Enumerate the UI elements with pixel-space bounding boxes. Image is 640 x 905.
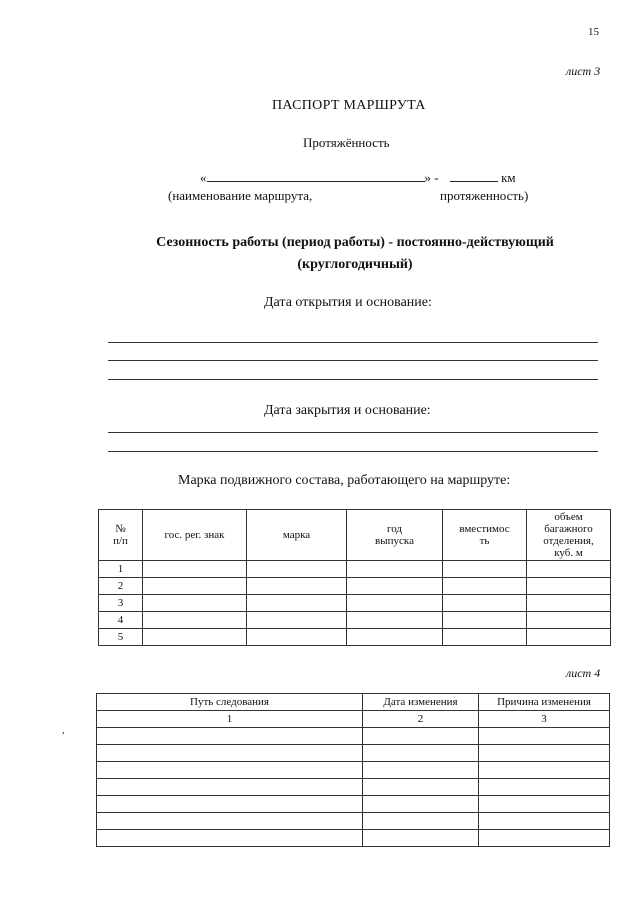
empty-cell bbox=[97, 745, 363, 762]
route-caption-name: (наименование маршрута, bbox=[168, 188, 313, 203]
margin-mark: , bbox=[62, 725, 65, 736]
column-number-cell: 1 bbox=[97, 711, 363, 728]
empty-cell bbox=[97, 796, 363, 813]
empty-cell bbox=[143, 612, 247, 629]
length-label: Протяжённость bbox=[303, 135, 390, 150]
empty-cell bbox=[97, 762, 363, 779]
route-changes-header-row bbox=[97, 694, 610, 711]
row-number-cell: 1 bbox=[99, 561, 143, 578]
empty-cell bbox=[443, 561, 527, 578]
seasonality-heading bbox=[120, 232, 590, 276]
column-number-cell: 3 bbox=[479, 711, 610, 728]
empty-cell bbox=[347, 595, 443, 612]
table-row bbox=[97, 762, 610, 779]
unit-km: км bbox=[501, 170, 516, 185]
table-row bbox=[99, 561, 611, 578]
table-row bbox=[97, 796, 610, 813]
empty-cell bbox=[527, 561, 611, 578]
rolling-stock-header-cell: год выпуска bbox=[347, 510, 443, 561]
empty-cell bbox=[527, 595, 611, 612]
row-number-cell: 3 bbox=[99, 595, 143, 612]
route-changes-header-cell: Путь следования bbox=[97, 694, 363, 711]
rolling-stock-label: Марка подвижного состава, работающего на маршруте: bbox=[178, 473, 511, 488]
empty-cell bbox=[97, 830, 363, 847]
passport-title: ПАСПОРТ МАРШРУТА bbox=[272, 98, 426, 113]
row-number-cell: 2 bbox=[99, 578, 143, 595]
empty-cell bbox=[479, 762, 610, 779]
empty-cell bbox=[97, 813, 363, 830]
rolling-stock-header-cell: марка bbox=[247, 510, 347, 561]
empty-cell bbox=[363, 830, 479, 847]
empty-cell bbox=[143, 629, 247, 646]
route-name-blank bbox=[207, 171, 425, 182]
empty-cell bbox=[247, 612, 347, 629]
rolling-stock-header-cell: вместимос ть bbox=[443, 510, 527, 561]
empty-cell bbox=[479, 830, 610, 847]
table-row bbox=[97, 745, 610, 762]
rolling-stock-header-cell: гос. рег. знак bbox=[143, 510, 247, 561]
rolling-stock-header-row bbox=[99, 510, 611, 561]
route-name-line bbox=[200, 170, 516, 186]
empty-cell bbox=[527, 629, 611, 646]
empty-cell bbox=[347, 629, 443, 646]
open-quote: « bbox=[200, 170, 207, 185]
route-changes-header-cell: Дата изменения bbox=[363, 694, 479, 711]
empty-cell bbox=[97, 728, 363, 745]
column-number-row bbox=[97, 711, 610, 728]
rolling-stock-header-cell: объем багажного отделения, куб. м bbox=[527, 510, 611, 561]
route-changes-table bbox=[96, 693, 610, 847]
sheet-3-label: лист 3 bbox=[566, 64, 601, 78]
empty-cell bbox=[527, 578, 611, 595]
empty-cell bbox=[347, 561, 443, 578]
empty-cell bbox=[247, 578, 347, 595]
empty-cell bbox=[97, 779, 363, 796]
opening-line-1 bbox=[108, 342, 598, 343]
empty-cell bbox=[443, 578, 527, 595]
closing-date-label: Дата закрытия и основание: bbox=[264, 403, 431, 418]
table-row bbox=[99, 629, 611, 646]
table-row bbox=[97, 813, 610, 830]
route-length-blank bbox=[450, 171, 498, 182]
seasonality-line-1: Сезонность работы (период работы) - постоянно-действующий bbox=[156, 235, 554, 250]
rolling-stock-table bbox=[98, 509, 611, 646]
row-number-cell: 4 bbox=[99, 612, 143, 629]
empty-cell bbox=[443, 629, 527, 646]
table-row bbox=[97, 728, 610, 745]
empty-cell bbox=[143, 578, 247, 595]
empty-cell bbox=[479, 779, 610, 796]
route-caption-length: протяженность) bbox=[440, 188, 529, 203]
empty-cell bbox=[443, 595, 527, 612]
empty-cell bbox=[247, 595, 347, 612]
empty-cell bbox=[527, 612, 611, 629]
empty-cell bbox=[479, 813, 610, 830]
closing-line-2 bbox=[108, 451, 598, 452]
route-changes-header-cell: Причина изменения bbox=[479, 694, 610, 711]
empty-cell bbox=[479, 728, 610, 745]
route-changes-body bbox=[97, 711, 610, 847]
table-row bbox=[97, 779, 610, 796]
empty-cell bbox=[247, 629, 347, 646]
rolling-stock-header-cell: № п/п bbox=[99, 510, 143, 561]
empty-cell bbox=[363, 745, 479, 762]
row-number-cell: 5 bbox=[99, 629, 143, 646]
empty-cell bbox=[363, 728, 479, 745]
empty-cell bbox=[347, 612, 443, 629]
closing-line-1 bbox=[108, 432, 598, 433]
page-number: 15 bbox=[588, 26, 599, 38]
empty-cell bbox=[143, 561, 247, 578]
sheet-4-label: лист 4 bbox=[566, 666, 601, 680]
empty-cell bbox=[347, 578, 443, 595]
empty-cell bbox=[443, 612, 527, 629]
opening-line-2 bbox=[108, 360, 598, 361]
empty-cell bbox=[143, 595, 247, 612]
table-row bbox=[97, 830, 610, 847]
opening-date-label: Дата открытия и основание: bbox=[264, 295, 432, 310]
table-row bbox=[99, 612, 611, 629]
empty-cell bbox=[479, 745, 610, 762]
table-row bbox=[99, 595, 611, 612]
close-quote: » - bbox=[424, 170, 439, 185]
opening-line-3 bbox=[108, 379, 598, 380]
empty-cell bbox=[363, 762, 479, 779]
empty-cell bbox=[363, 779, 479, 796]
seasonality-line-2: (круглогодичный) bbox=[297, 257, 413, 272]
empty-cell bbox=[479, 796, 610, 813]
rolling-stock-body bbox=[99, 561, 611, 646]
empty-cell bbox=[363, 813, 479, 830]
table-row bbox=[99, 578, 611, 595]
empty-cell bbox=[247, 561, 347, 578]
column-number-cell: 2 bbox=[363, 711, 479, 728]
empty-cell bbox=[363, 796, 479, 813]
